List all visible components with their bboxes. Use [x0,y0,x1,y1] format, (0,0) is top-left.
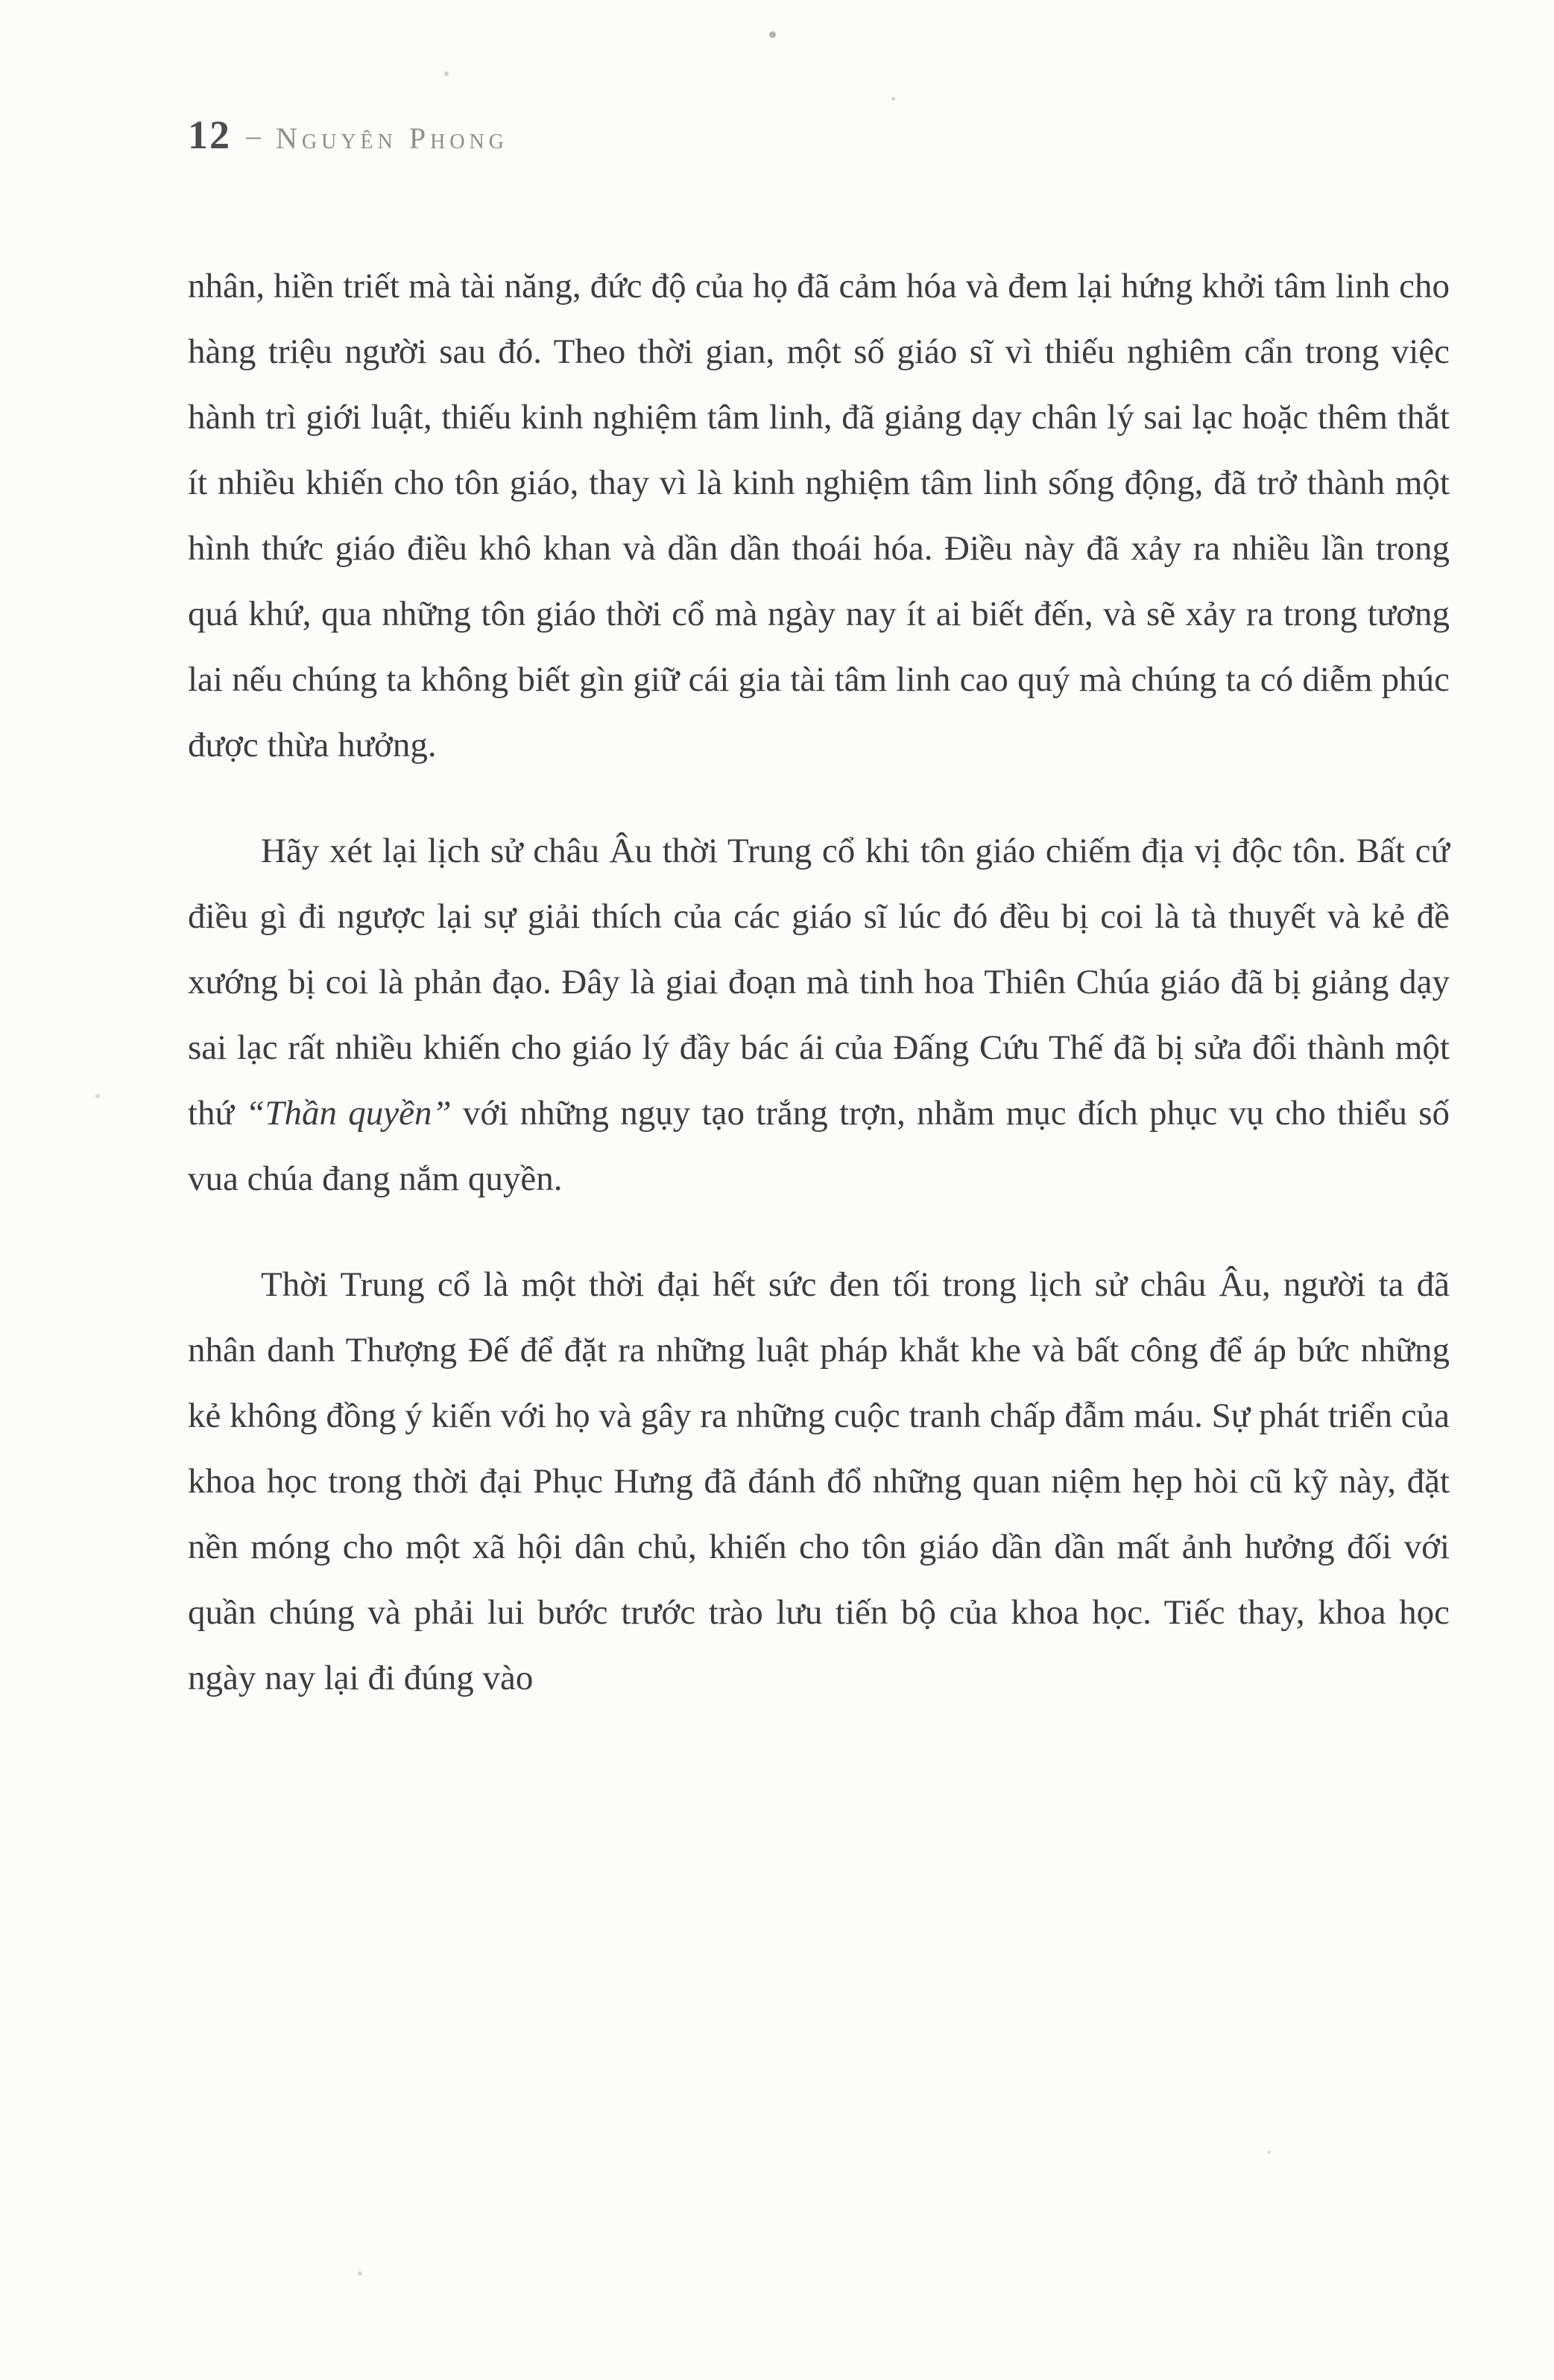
paragraph [188,253,1450,778]
text-run: nhân, hiền triết mà tài năng, đức độ của họ đã cảm hóa và đem lại hứng khởi tâm linh cho hàng triệu người sau đó. Theo thời gian, một số giáo sĩ vì thiếu nghiêm cẩn trong việc hành trì giới luật, thiếu kinh nghiệm tâm linh, đã giảng dạy chân lý sai lạc hoặc thêm thắt ít nhiều khiến cho tôn giáo, thay vì là kinh nghiệm tâm linh sống động, đã trở thành một hình thức giáo điều khô khan và dần dần thoái hóa. Điều này đã xảy ra nhiều lần trong quá khứ, qua những tôn giáo thời cổ mà ngày nay ít ai biết đến, và sẽ xảy ra trong tương lai nếu chúng ta không biết gìn giữ cái gia tài tâm linh cao quý mà chúng ta có diễm phúc được thừa hưởng. [188,267,1450,765]
scan-speck [95,1094,100,1098]
page-header [188,112,1450,158]
text-run: Hãy xét lại lịch sử châu Âu thời Trung cổ khi tôn giáo chiếm địa vị độc tôn. Bất cứ điều gì đi ngược lại sự giải thích của các giáo sĩ lúc đó đều bị coi là tà thuyết và kẻ đề xướng bị coi là phản đạo. Đây là giai đoạn mà tinh hoa Thiên Chúa giáo đã bị giảng dạy sai lạc rất nhiều khiến cho giáo lý đầy bác ái của Đấng Cứu Thế đã bị sửa đổi thành một thứ [188,832,1450,1133]
scan-speck [891,97,895,101]
scan-speck [1267,2150,1271,2154]
text-run: với những ngụy tạo trắng trợn, nhằm mục đích phục vụ cho thiểu số vua chúa đang nắm quyền. [188,1094,1450,1198]
paragraph [188,1252,1450,1711]
paragraph [188,818,1450,1212]
header-separator: – [246,118,261,152]
scan-speck [444,72,449,76]
page-number: 12 [188,113,231,157]
text-block [188,253,1450,1711]
text-run: Thời Trung cổ là một thời đại hết sức đen tối trong lịch sử châu Âu, người ta đã nhân danh Thượng Đế để đặt ra những luật pháp khắt khe và bất công để áp bức những kẻ không đồng ý kiến với họ và gây ra những cuộc tranh chấp đẫm máu. Sự phát triển của khoa học trong thời đại Phục Hưng đã đánh đổ những quan niệm hẹp hòi cũ kỹ này, đặt nền móng cho một xã hội dân chủ, khiến cho tôn giáo dần dần mất ảnh hưởng đối với quần chúng và phải lui bước trước trào lưu tiến bộ của khoa học. Tiếc thay, khoa học ngày nay lại đi đúng vào [188,1265,1450,1697]
running-head-author: Nguyên Phong [276,121,509,155]
italic-run: “Thần quyền” [245,1094,452,1133]
scan-speck [769,31,776,38]
scan-speck [358,2271,362,2276]
